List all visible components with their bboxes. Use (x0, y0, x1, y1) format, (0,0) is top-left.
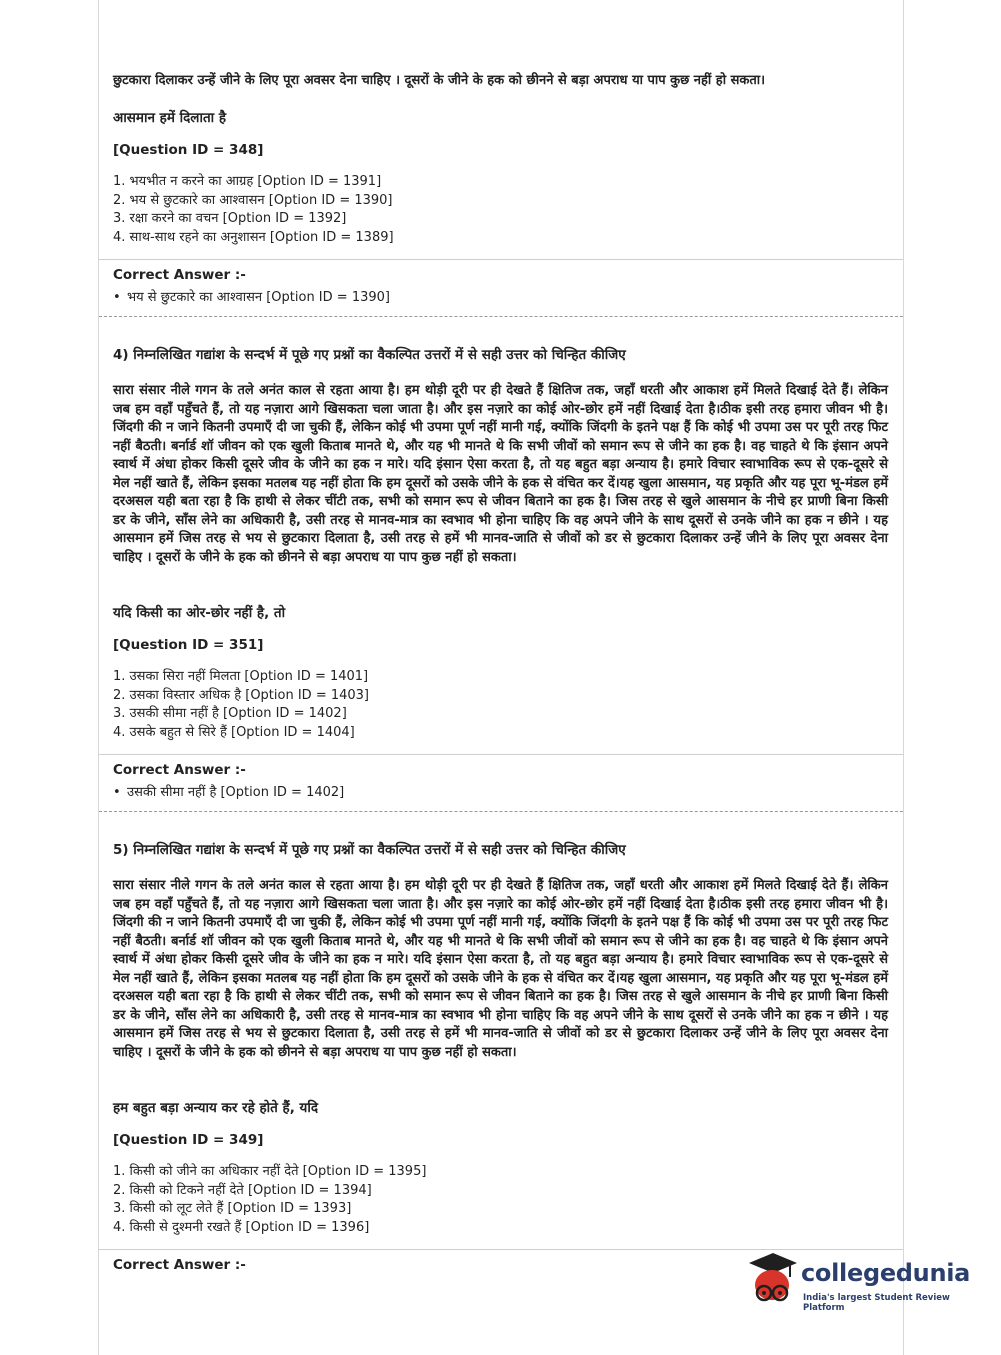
question-heading: 4) निम्नलिखित गद्यांश के सन्दर्भ में पूछे गए प्रश्नों का वैकल्पित उत्तरों में से सही उत्तर को चिन्हित कीजिए (113, 347, 626, 363)
question-separator (99, 811, 903, 812)
question-text: हम बहुत बड़ा अन्याय कर रहे होते हैं, यदि (113, 1100, 319, 1116)
question-id: [Question ID = 349] (113, 1132, 264, 1148)
collegedunia-logo (743, 1249, 973, 1313)
correct-answer-list (113, 287, 888, 305)
option-item: 1. भयभीत न करने का आग्रह [Option ID = 1391] (113, 174, 382, 189)
document-page (98, 0, 904, 1355)
option-item: 3. उसकी सीमा नहीं है [Option ID = 1402] (113, 706, 347, 722)
passage-block (113, 382, 888, 567)
question-text: यदि किसी का ओर-छोर नहीं है, तो (113, 605, 286, 621)
option-item: 4. साथ-साथ रहने का अनुशासन [Option ID = 1389] (113, 229, 394, 245)
mascot-icon (743, 1249, 801, 1313)
divider (99, 754, 903, 755)
question-id: [Question ID = 348] (113, 142, 264, 158)
logo-tagline: India's largest Student Review Platform (803, 1293, 950, 1313)
option-item: 1. किसी को जीने का अधिकार नहीं देते [Option ID = 1395] (113, 1164, 427, 1179)
passage-end (113, 72, 888, 91)
option-item: 2. उसका विस्तार अधिक है [Option ID = 1403] (113, 687, 370, 703)
correct-answer-list (113, 782, 888, 800)
correct-answer-label: Correct Answer :- (113, 267, 246, 283)
question-4-heading-block (113, 345, 888, 363)
option-item: 4. उसके बहुत से सिरे हैं [Option ID = 1404] (113, 724, 355, 740)
correct-answer-label: Correct Answer :- (113, 1257, 246, 1273)
options-list (113, 1163, 888, 1237)
question-id: [Question ID = 351] (113, 637, 264, 653)
correct-answer-block (113, 762, 888, 800)
question-separator (99, 316, 903, 317)
question-id-block (113, 1132, 888, 1148)
option-item: 2. किसी को टिकने नहीं देते [Option ID = 1394] (113, 1182, 372, 1198)
question-351 (113, 603, 888, 621)
logo-wordmark: collegedunia (801, 1259, 971, 1287)
divider (99, 259, 903, 260)
correct-answer: • भय से छुटकारे का आश्वासन [Option ID = 1390] (113, 287, 888, 305)
passage-text: सारा संसार नीले गगन के तले अनंत काल से रहता आया है। हम थोड़ी दूरी पर ही देखते हैं क्षितिज तक, जहाँ धरती और आकाश हमें मिलते दिखाई देते हैं। लेकिन जब हम वहाँ पहुँचते हैं, तो यह नज़ारा आगे खिसकता चला जाता है। और इस नज़ारे का कोई ओर-छोर हमें नहीं दिखाई देता है।ठीक इसी तरह हमारा जीवन भी है। जिंदगी की न जाने कितनी उपमाएँ दी जा चुकी हैं, लेकिन कोई भी उपमा पूर्ण नहीं मानी गई, क्योंकि जिंदगी के इतने पक्ष हैं कि कोई भी उपमा उस पर पूरी तरह फिट नहीं बैठती। बर्नार्ड शॉ जीवन को एक खुली किताब मानते थे, और यह भी मानते थे कि सभी जीवों को समान रूप से जीने का हक है। वह चाहते थे कि इंसान अपने स्वार्थ में अंधा होकर किसी दूसरे जीव के जीने का हक न मारे। यदि इंसान ऐसा करता है, तो यह बहुत बड़ा अन्याय है। हमारे विचार स्वाभाविक रूप से एक-दूसरे से मेल नहीं खाते हैं, लेकिन इसका मतलब यह नहीं होता कि हम दूसरों को उसके जीने के हक से वंचित कर दें।यह खुला आसमान, यह प्रकृति और यह पूरा भू-मंडल हमें दरअसल यही बता रहा है कि हाथी से लेकर चींटी तक, सभी को समान रूप से जीवन बिताने का हक है। जिस तरह से खुले आसमान के नीचे हर प्राणी बिना किसी डर के जीने, साँस लेने का अधिकारी है, उसी तरह से मानव-मात्र का स्वभाव भी होना चाहिए कि वह अपने जीने के साथ दूसरों से उनके जीने का हक न छीने । यह आसमान हमें जिस तरह से भय से छुटकारा दिलाता है, उसी तरह से हमें भी मानव-जाति से जीवों को डर से छुटकारा दिलाकर उन्हें जीने के लिए पूरा अवसर देना चाहिए । दूसरों के जीने के हक को छीनने से बड़ा अपराध या पाप कुछ नहीं हो सकता। (113, 383, 888, 565)
question-text: आसमान हमें दिलाता है (113, 110, 227, 126)
question-349 (113, 1098, 888, 1116)
option-item: 3. किसी को लूट लेते हैं [Option ID = 1393] (113, 1201, 352, 1217)
passage-block (113, 877, 888, 1062)
option-item: 3. रक्षा करने का वचन [Option ID = 1392] (113, 211, 347, 227)
option-item: 4. किसी से दुश्मनी रखते हैं [Option ID = 1396] (113, 1219, 370, 1235)
option-item: 1. उसका सिरा नहीं मिलता [Option ID = 1401] (113, 669, 369, 684)
passage-last-line: छुटकारा दिलाकर उन्हें जीने के लिए पूरा अवसर देना चाहिए । दूसरों के जीने के हक को छीनने से बड़ा अपराध या पाप कुछ नहीं हो सकता। (113, 73, 766, 88)
correct-answer: • उसकी सीमा नहीं है [Option ID = 1402] (113, 782, 888, 800)
question-id-block (113, 637, 888, 653)
option-item: 2. भय से छुटकारे का आश्वासन [Option ID = 1390] (113, 192, 393, 208)
correct-answer-block (113, 267, 888, 305)
question-5-heading-block (113, 840, 888, 858)
options-list (113, 668, 888, 742)
question-id-block (113, 142, 888, 158)
passage-text: सारा संसार नीले गगन के तले अनंत काल से रहता आया है। हम थोड़ी दूरी पर ही देखते हैं क्षितिज तक, जहाँ धरती और आकाश हमें मिलते दिखाई देते हैं। लेकिन जब हम वहाँ पहुँचते हैं, तो यह नज़ारा आगे खिसकता चला जाता है। और इस नज़ारे का कोई ओर-छोर हमें नहीं दिखाई देता है।ठीक इसी तरह हमारा जीवन भी है। जिंदगी की न जाने कितनी उपमाएँ दी जा चुकी हैं, लेकिन कोई भी उपमा पूर्ण नहीं मानी गई, क्योंकि जिंदगी के इतने पक्ष हैं कि कोई भी उपमा उस पर पूरी तरह फिट नहीं बैठती। बर्नार्ड शॉ जीवन को एक खुली किताब मानते थे, और यह भी मानते थे कि सभी जीवों को समान रूप से जीने का हक है। वह चाहते थे कि इंसान अपने स्वार्थ में अंधा होकर किसी दूसरे जीव के जीने का हक न मारे। यदि इंसान ऐसा करता है, तो यह बहुत बड़ा अन्याय है। हमारे विचार स्वाभाविक रूप से एक-दूसरे से मेल नहीं खाते हैं, लेकिन इसका मतलब यह नहीं होता कि हम दूसरों को उसके जीने के हक से वंचित कर दें।यह खुला आसमान, यह प्रकृति और यह पूरा भू-मंडल हमें दरअसल यही बता रहा है कि हाथी से लेकर चींटी तक, सभी को समान रूप से जीवन बिताने का हक है। जिस तरह से खुले आसमान के नीचे हर प्राणी बिना किसी डर के जीने, साँस लेने का अधिकारी है, उसी तरह से मानव-मात्र का स्वभाव भी होना चाहिए कि वह अपने जीने के साथ दूसरों से उनके जीने का हक न छीने । यह आसमान हमें जिस तरह से भय से छुटकारा दिलाता है, उसी तरह से हमें भी मानव-जाति से जीवों को डर से छुटकारा दिलाकर उन्हें जीने के लिए पूरा अवसर देना चाहिए । दूसरों के जीने के हक को छीनने से बड़ा अपराध या पाप कुछ नहीं हो सकता। (113, 878, 888, 1060)
question-348 (113, 108, 888, 126)
correct-answer-label: Correct Answer :- (113, 762, 246, 778)
options-list (113, 173, 888, 247)
question-heading: 5) निम्नलिखित गद्यांश के सन्दर्भ में पूछे गए प्रश्नों का वैकल्पित उत्तरों में से सही उत्तर को चिन्हित कीजिए (113, 842, 626, 858)
